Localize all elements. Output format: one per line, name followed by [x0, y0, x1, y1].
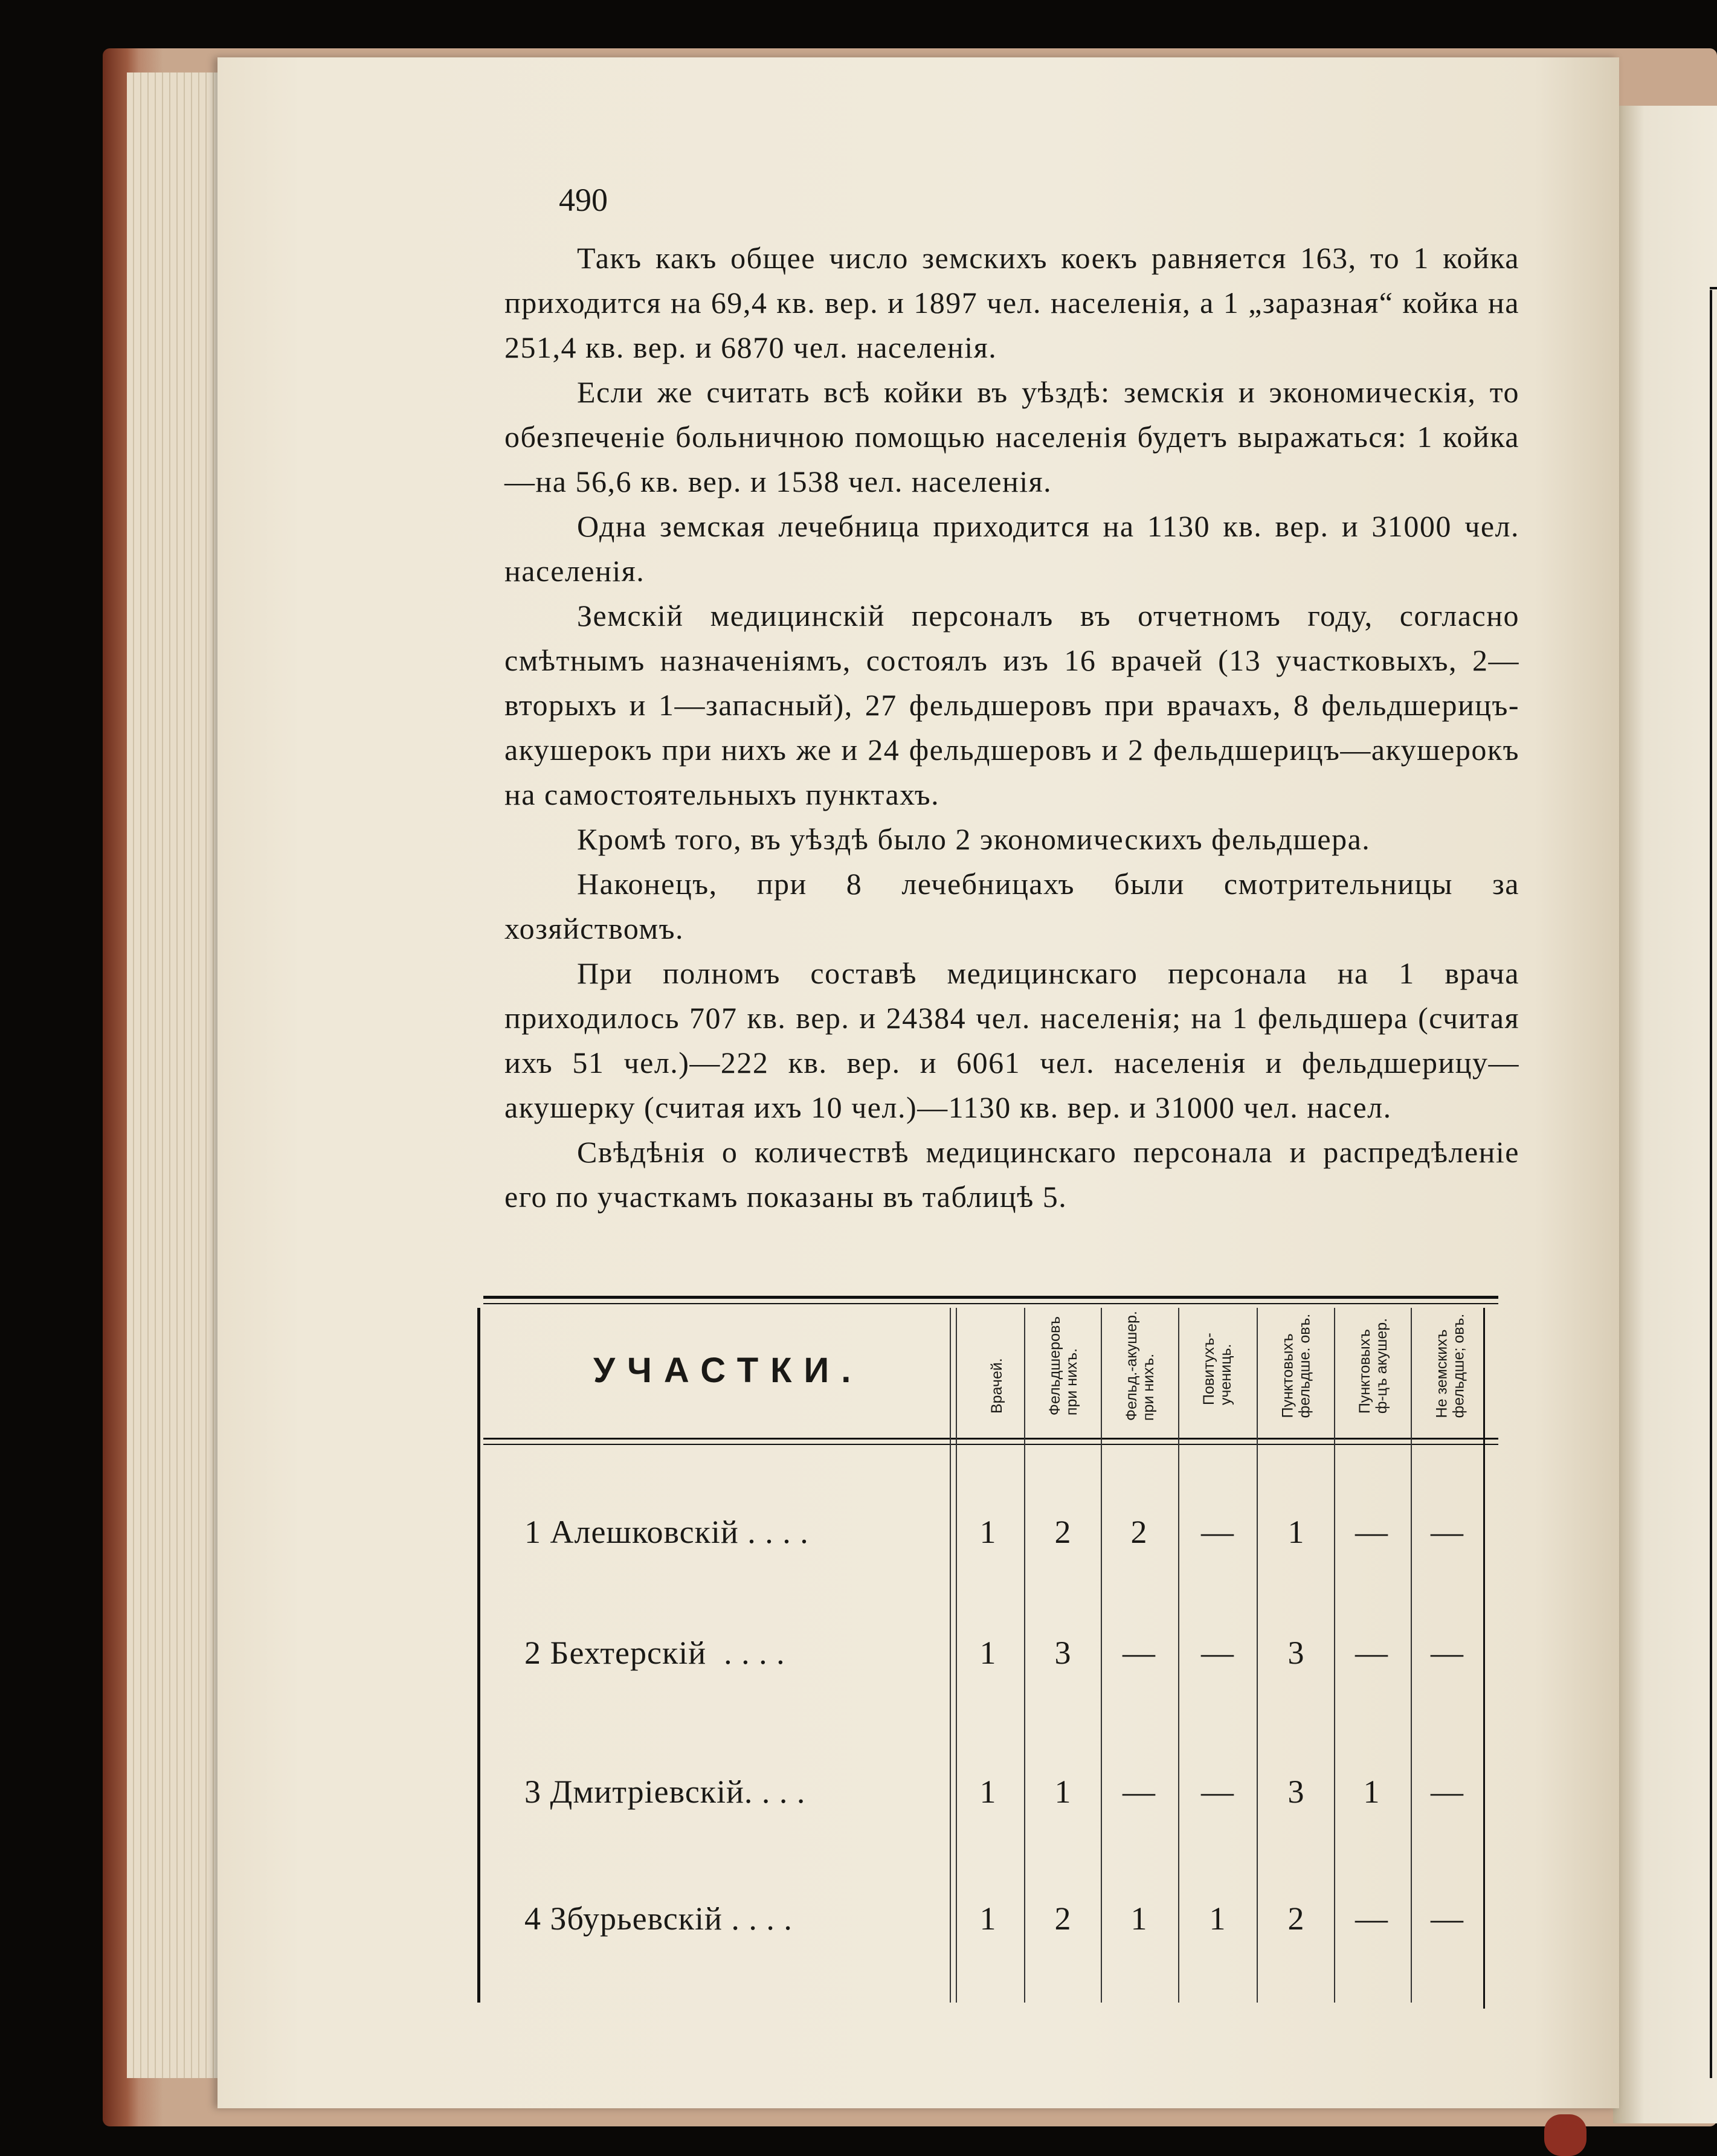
- district-name: 3 Дмитріевскій. . . .: [524, 1774, 806, 1810]
- table-rule: [483, 1438, 1498, 1440]
- table-rule: [483, 1296, 1498, 1299]
- table-cell: —: [1355, 1514, 1388, 1550]
- table-cell: 1: [979, 1774, 996, 1810]
- table-cell: 1: [979, 1635, 996, 1671]
- table-cell: —: [1431, 1900, 1463, 1937]
- paragraph: При полномъ составѣ медицинскаго персонала на 1 врача приходилось 707 кв. вер. и 24384 чел. населенія; на 1 фельдшера (считая ихъ 51 чел.)—222 кв. вер. и 6061 чел. населенія и фельдшерицу—акушерку (считая ихъ 10 чел.)—1130 кв. вер. и 31000 чел. насел.: [504, 956, 1519, 1124]
- table-cell: 1: [1287, 1514, 1304, 1550]
- paragraph: Одна земская лечебница приходится на 1130 кв. вер. и 31000 чел. населенія.: [504, 509, 1519, 588]
- table-cell: —: [1201, 1514, 1234, 1550]
- column-header-label: Пунктовыхъ фельдше. овъ.: [1279, 1313, 1313, 1418]
- body-text: [504, 178, 1519, 1219]
- table-cell: —: [1123, 1774, 1155, 1810]
- table-cell: 1: [1209, 1900, 1226, 1937]
- column-header: [1024, 1314, 1103, 1435]
- column-header-label: Фельд.-акушер. при нихъ.: [1123, 1311, 1158, 1421]
- paragraph: Свѣдѣнія о количествѣ медицинскаго персонала и распредѣленіе его по участкамъ показаны въ таблицѣ 5.: [504, 1135, 1519, 1214]
- table-rule: [483, 1303, 1498, 1304]
- column-header-label: Врачей.: [988, 1358, 1005, 1414]
- column-header-label: Не земскихъ фельдше; овъ.: [1433, 1313, 1467, 1418]
- table-row: [483, 1513, 1498, 1568]
- table-cell: —: [1431, 1635, 1463, 1671]
- table-row: [483, 1773, 1498, 1827]
- table-cell: 1: [1054, 1774, 1071, 1810]
- table-cell: 1: [1130, 1900, 1147, 1937]
- table-cell: 3: [1287, 1774, 1304, 1810]
- table-cell: —: [1201, 1774, 1234, 1810]
- paragraph: Кромѣ того, въ уѣздѣ было 2 экономическихъ фельдшера.: [577, 822, 1371, 856]
- column-header: [1101, 1311, 1179, 1435]
- table-cell: 2: [1054, 1900, 1071, 1937]
- table-cell: 3: [1287, 1635, 1304, 1671]
- table-row: [483, 1900, 1498, 1954]
- table-rule: [483, 1444, 1498, 1445]
- paragraph: Такъ какъ общее число земскихъ коекъ равняется 163, то 1 койка приходится на 69,4 кв. вер. и 1897 чел. населенія, а 1 „заразная“ койка на 251,4 кв. вер. и 6870 чел. населенія.: [504, 241, 1519, 364]
- table-cell: —: [1355, 1635, 1388, 1671]
- district-name: 4 Збурьевскій . . . .: [524, 1900, 793, 1937]
- column-header-label: Пунктовыхъ ф-цъ акушер.: [1356, 1318, 1390, 1414]
- table-cell: —: [1355, 1900, 1388, 1937]
- facing-page-rule: [1710, 287, 1717, 289]
- table-cell: —: [1201, 1635, 1234, 1671]
- table-cell: 1: [979, 1514, 996, 1550]
- column-header: [1178, 1314, 1257, 1435]
- table-cell: 1: [1363, 1774, 1380, 1810]
- district-name: 1 Алешковскій . . . .: [524, 1514, 809, 1550]
- paragraph: Если же считать всѣ койки въ уѣздѣ: земскія и экономическія, то обезпеченіе больничною помощью населенія будетъ выражаться: 1 койка—на 56,6 кв. вер. и 1538 чел. населенія.: [504, 375, 1519, 498]
- column-header: [1411, 1314, 1489, 1435]
- table-cell: 2: [1287, 1900, 1304, 1937]
- column-header-label: Фельдшеровъ при нихъ.: [1046, 1316, 1080, 1416]
- bookmark-ribbon-bottom: [1544, 2114, 1587, 2156]
- facing-page: [1613, 106, 1717, 2123]
- facing-page-rule: [1710, 290, 1712, 2078]
- table-cell: —: [1123, 1635, 1155, 1671]
- table-cell: 1: [979, 1900, 996, 1937]
- table-cell: —: [1431, 1514, 1463, 1550]
- paragraph: Наконецъ, при 8 лечебницахъ были смотрительницы за хозяйствомъ.: [504, 867, 1519, 945]
- column-header-label: Повитухъ- учениць.: [1200, 1333, 1234, 1405]
- district-name: 2 Бехтерскій . . . .: [524, 1635, 785, 1671]
- table-cell: 2: [1130, 1514, 1147, 1550]
- table-title: УЧАСТКИ.: [593, 1351, 863, 1390]
- table-cell: 2: [1054, 1514, 1071, 1550]
- table-row: [483, 1634, 1498, 1688]
- paragraph: Земскій медицинскій персоналъ въ отчетномъ году, согласно смѣтнымъ назначеніямъ, состоялъ изъ 16 врачей (13 участковыхъ, 2—вторыхъ и 1—запасный), 27 фельдшеровъ при врачахъ, 8 фельдшерицъ-акушерокъ при нихъ же и 24 фельдшеровъ и 2 фельдшерицъ—акушерокъ на самостоятельныхъ пунктахъ.: [504, 599, 1519, 811]
- column-header: [1334, 1314, 1413, 1435]
- table-cell: —: [1431, 1774, 1463, 1810]
- table-cell: 3: [1054, 1635, 1071, 1671]
- page-number: 490: [559, 182, 608, 218]
- column-header: [1257, 1314, 1335, 1435]
- table-rule: [477, 1308, 480, 2003]
